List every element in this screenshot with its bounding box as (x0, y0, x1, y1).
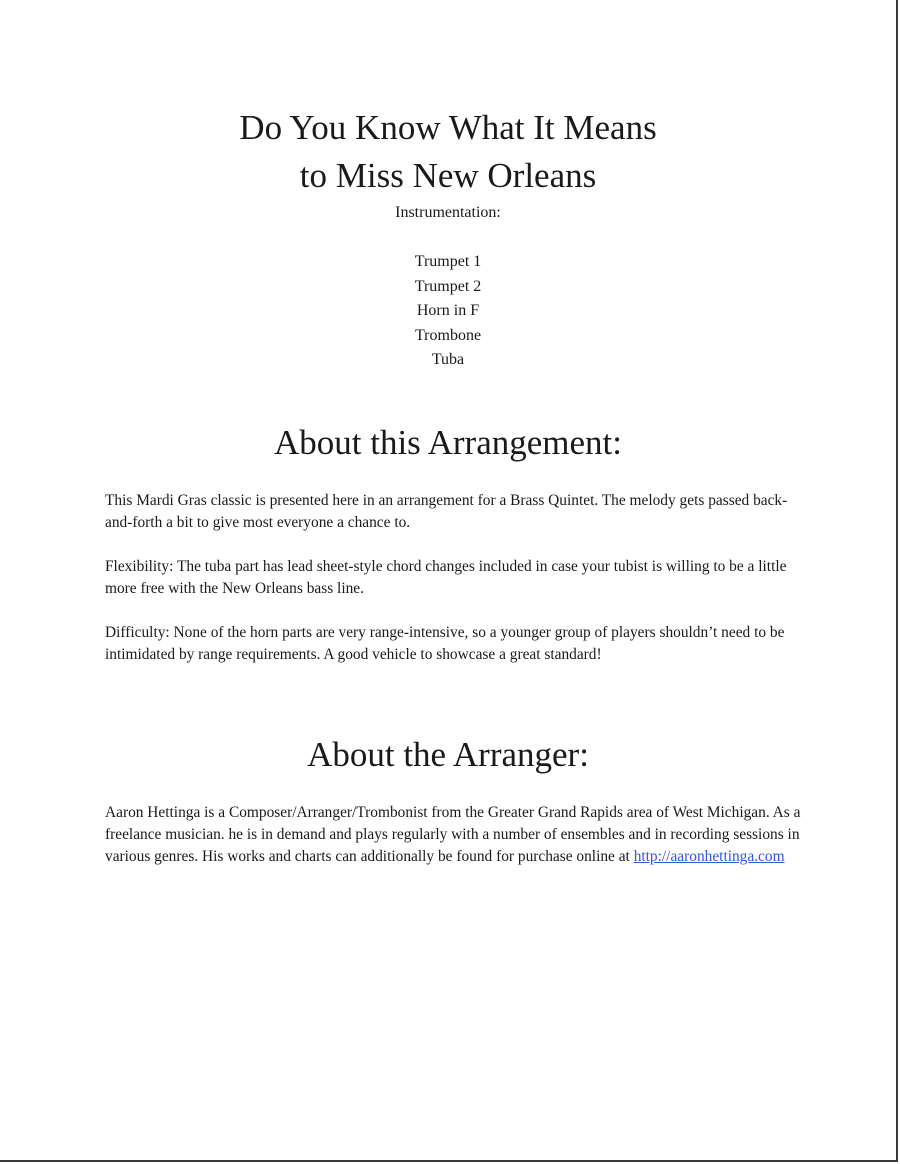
flexibility-paragraph: Flexibility: The tuba part has lead sheet-style chord changes included in case your tubist is willing to be a little more free with the New Orleans bass line. (105, 558, 787, 597)
instrument-list (0, 250, 896, 373)
instrument-item: Horn in F (416, 302, 480, 319)
instrument-item: Trombone (414, 326, 482, 344)
title-line-2: to Miss New Orleans (299, 156, 597, 195)
difficulty-paragraph: Difficulty: None of the horn parts are very range-intensive, so a younger group of players shouldn’t need to be intimidated by range requirements. A good vehicle to showcase a great standard! (105, 624, 785, 663)
instrumentation-label: Instrumentation: (395, 204, 501, 221)
arrangement-intro-paragraph: This Mardi Gras classic is presented here in an arrangement for a Brass Quintet. The melody gets passed back-and-forth a bit to give most everyone a chance to. (105, 492, 788, 531)
arranger-bio-text: Aaron Hettinga is a Composer/Arranger/Trombonist from the Greater Grand Rapids area of West Michigan. As a freelance musician. he is in demand and plays regularly with a number of ensembles and in recording sessions in various genres. His works and charts can additionally be found for purchase online at (105, 804, 801, 865)
about-arrangement-heading: About this Arrangement: (273, 423, 622, 462)
about-arranger-heading: About the Arranger: (307, 735, 589, 774)
title-line-1: Do You Know What It Means (239, 108, 657, 147)
arranger-website-link[interactable]: http://aaronhettinga.com (633, 848, 785, 865)
instrument-item: Trumpet 2 (414, 277, 482, 295)
instrument-item: Trumpet 1 (414, 253, 482, 270)
arranger-bio-paragraph (105, 802, 805, 868)
instrument-item: Tuba (431, 351, 465, 368)
